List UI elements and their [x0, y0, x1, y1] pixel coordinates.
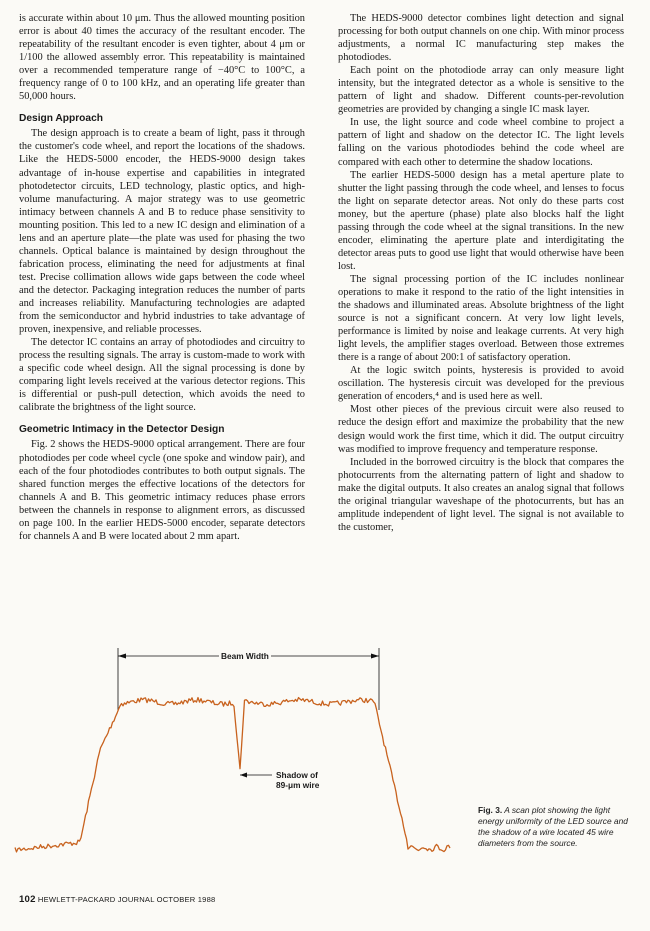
- paragraph: The signal processing portion of the IC includes nonlinear operations to make it respond to the ratio of the light intensities in the shadows and illuminated areas. Absolute brightness of the light source is not a significant concern. At very low light levels, performance is limited by noise and leakage currents. At very high light levels, the amplifier stages overload. Between those extremes there is a range of about 200:1 of satisfactory operation.: [338, 273, 624, 364]
- paragraph: In use, the light source and code wheel combine to project a pattern of light and shadow on the detector IC. The light levels falling on the various photodiodes behind the code wheel are compared with each other to determine the shadow locations.: [338, 117, 624, 168]
- paragraph: Most other pieces of the previous circuit were also reused to reduce the design effort and maximize the probability that the new design would work the first time, which it did. The output circuitry was modified to improve frequency and temperature response.: [338, 404, 624, 455]
- paragraph: Included in the borrowed circuitry is the block that compares the photocurrents from the alternating pattern of light and shadow to make the digital outputs. It also creates an analog signal that follows the original triangular waveshape of the photocurrents, but has an amplitude independent of light level. The signal is not available to the customer,: [338, 456, 624, 533]
- caption-text: A scan plot showing the light energy uniformity of the LED source and the shadow of a wire located 45 wire diameters from the source.: [478, 805, 628, 848]
- shadow-label-line2: 89-μm wire: [276, 780, 320, 790]
- paragraph: The earlier HEDS-5000 design has a metal aperture plate to shutter the light passing through the code wheel, and lenses to focus the light on separate detector areas. Not only do these parts cost money, but the aperture (phase) plate also blocks half the light passing through the code wheel at the signal transitions. In the new encoder, eliminating the aperture plate and interdigitating the detector areas puts to good use light that would otherwise have been lost.: [338, 169, 624, 272]
- light-intensity-trace: [15, 698, 450, 852]
- paragraph: The design approach is to create a beam of light, pass it through the customer's code wheel, and report the locations of the shadows. Like the HEDS-5000 encoder, the HEDS-9000 design takes advantage of in-house expertise and capabilities in integrated photodetector circuits, LED technology, plastic optics, and high-volume manufacturing. A major strategy was to use geometric intimacy between channels A and B to reduce phase sensitivity to mounting position. This led to a new IC design and elimination of a lens and an aperture plate—the plate was used for phasing the two channels. Optical balance is maintained by design throughout the fabrication process, eliminating the need for adjustments at final test. Precise collimation allows wide gaps between the code wheel and the detector. Packaging integration reduces the number of parts and increases reliability. Manufacturing technologies are adapted from the semiconductor and hybrid industries to take advantage of proven, inexpensive, and reliable processes.: [19, 128, 305, 336]
- left-text-column: [19, 12, 305, 543]
- page-number: 102: [19, 894, 36, 905]
- right-text-column: [338, 12, 624, 534]
- arrowhead-right-icon: [371, 654, 379, 659]
- beam-width-label: Beam Width: [221, 651, 269, 661]
- arrowhead-left-icon: [118, 654, 126, 659]
- page-footer: [19, 894, 215, 905]
- shadow-label-line1: Shadow of: [276, 770, 318, 780]
- journal-name: HEWLETT-PACKARD JOURNAL OCTOBER 1988: [37, 895, 216, 904]
- paragraph: The HEDS-9000 detector combines light detection and signal processing for both output channels on one chip. With minor process adjustments, a normal IC manufacturing step makes the photodiodes.: [338, 13, 624, 64]
- paragraph: The detector IC contains an array of photodiodes and circuitry to process the resulting signals. The array is custom-made to work with a specific code wheel design. All the signal processing is done by comparing light levels received at the various detector regions. This is differential or push-pull detection, which avoids the need to calibrate the brightness of the light source.: [19, 337, 305, 414]
- shadow-pointer-arrowhead-icon: [240, 773, 247, 778]
- paragraph: Fig. 2 shows the HEDS-9000 optical arrangement. There are four photodiodes per code wheel cycle (one spoke and window pair), and each of the four photodiodes contributes to both output signals. The shared function merges the effective locations of the detectors for channels A and B. This geometric intimacy reduces phase errors between the channels in response to alignment errors, as discussed on page 100. In the earlier HEDS-5000 encoder, separate detectors for channels A and B were located about 2 mm apart.: [19, 439, 305, 542]
- paragraph: Each point on the photodiode array can only measure light intensity, but the integrated detector as a whole is sensitive to the pattern of light and shadow. Different counts-per-revolution geometries are provided by changing a single IC mask layer.: [338, 65, 624, 116]
- section-heading: Geometric Intimacy in the Detector Design: [19, 424, 225, 436]
- section-heading: Design Approach: [19, 113, 103, 125]
- caption-figure-number: Fig. 3.: [478, 805, 503, 815]
- paragraph: is accurate within about 10 μm. Thus the allowed mounting position error is about 40 times the accuracy of the resultant encoder. The repeatability of the resultant encoder is even tighter, about 4 μm or 1/100 the allowed assembly error. This repeatability is maintained over a recommended temperature range of −40°C to 100°C, a frequency range of 0 to 100 kHz, and an operating life greater than 50,000 hours.: [19, 13, 305, 103]
- paragraph: At the logic switch points, hysteresis is provided to avoid oscillation. The hysteresis circuit was developed for the previous generation of encoders,⁴ and is used here as well.: [338, 365, 624, 403]
- figure-caption: [478, 805, 628, 849]
